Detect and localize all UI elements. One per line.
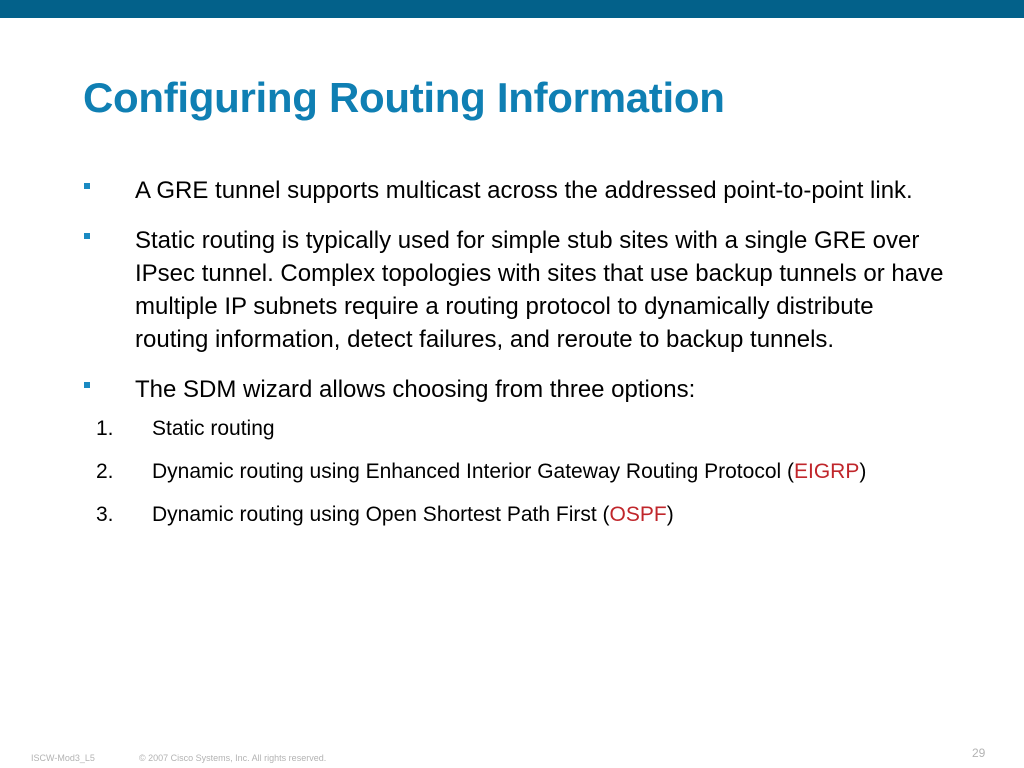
option-number: 1.: [96, 417, 114, 440]
option-number: 3.: [96, 503, 114, 526]
bullet-list: [84, 174, 944, 546]
option-item: [96, 414, 944, 443]
slide-title: Configuring Routing Information: [83, 74, 725, 121]
option-suffix: ): [666, 503, 674, 526]
bullet-item: [84, 373, 944, 529]
option-acronym: EIGRP: [794, 460, 860, 483]
top-banner: [0, 0, 1024, 18]
option-item: [96, 457, 944, 486]
bullet-text: The SDM wizard allows choosing from three options:: [135, 376, 696, 403]
options-list: [96, 414, 944, 529]
option-acronym: OSPF: [609, 503, 667, 526]
option-text: Static routing: [152, 417, 275, 440]
course-code: ISCW-Mod3_L5: [31, 753, 95, 763]
bullet-text: Static routing is typically used for simple stub sites with a single GRE over IPsec tunnel. Complex topologies with sites that use backup tunnels or have multiple IP subnets require a routing protocol to dynamically distribute routing information, detect failures, and reroute to backup tunnels.: [135, 227, 944, 353]
option-suffix: ): [859, 460, 867, 483]
square-bullet-icon: [84, 382, 90, 388]
page-number: 29: [972, 746, 986, 760]
square-bullet-icon: [84, 183, 90, 189]
option-text: Dynamic routing using Open Shortest Path First (: [152, 503, 610, 526]
option-text: Dynamic routing using Enhanced Interior Gateway Routing Protocol (: [152, 460, 794, 483]
bullet-item: [84, 224, 944, 356]
option-number: 2.: [96, 460, 114, 483]
copyright-notice: © 2007 Cisco Systems, Inc. All rights reserved.: [139, 753, 327, 763]
square-bullet-icon: [84, 233, 90, 239]
bullet-text: A GRE tunnel supports multicast across the addressed point-to-point link.: [135, 177, 913, 204]
option-item: [96, 500, 944, 529]
bullet-item: [84, 174, 944, 207]
